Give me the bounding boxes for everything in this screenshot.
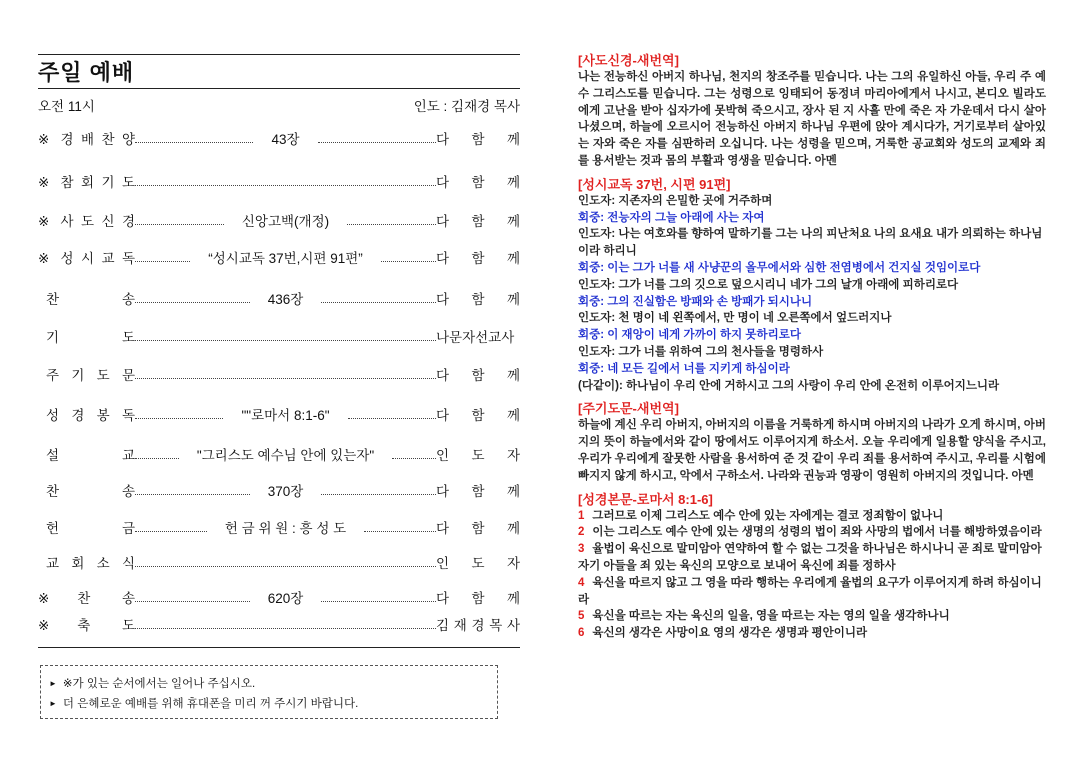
order-label: ※축 도 [38,618,135,633]
verse-number: 4 [578,576,585,589]
verse-text: 그러므로 이제 그리스도 예수 안에 있는 자에게는 결코 정죄함이 없나니 [592,509,944,522]
order-performer: 다 함 께 [436,175,520,190]
notice-item: ► ※가 있는 순서에서는 일어나 주십시오. [49,678,256,690]
verse-number: 5 [578,610,585,623]
order-detail: 43장 [271,132,300,147]
verse-text: 육신을 따르지 않고 그 영을 따라 행하는 우리에게 율법의 요구가 이루어지게 하려 하심이니라 [578,576,1042,606]
order-row [38,406,520,426]
dotted-leader [364,531,436,532]
title-rule [38,88,520,89]
dotted-leader [392,458,436,459]
order-performer: 나문자선교사 [436,330,515,345]
order-performer: 다 함 께 [436,251,520,266]
order-performer: 인 도 자 [436,448,520,463]
dotted-leader [135,628,436,629]
order-row [38,290,520,310]
service-time: 오전 11시 [38,99,95,114]
leader-dots [135,249,436,269]
triangle-bullet-icon: ► [49,699,57,708]
dotted-leader [135,185,436,186]
verse-text: 육신의 생각은 사망이요 영의 생각은 생명과 평안이니라 [592,627,868,640]
order-label: 교 회 소 식 [46,556,135,571]
order-performer: 다 함 께 [436,408,520,423]
verse-number: 2 [578,526,585,539]
creed-section [578,52,1046,170]
section-heading: [주기도문-새번역] [578,401,679,417]
scripture-section [578,491,1046,642]
congregation-line: 회중: 네 모든 길에서 너를 지키게 하심이라 [578,362,790,375]
dotted-leader [321,494,436,495]
dotted-leader [135,378,436,379]
service-leader: 인도 : 김재경 목사 [413,99,520,114]
order-detail: 436장 [267,292,304,307]
verse-text: 육신을 따르는 자는 육신의 일을, 영을 따르는 자는 영의 일을 생각하나니 [592,610,950,623]
order-row [38,366,520,386]
verse [578,524,1046,541]
dotted-leader [135,302,250,303]
dotted-leader [135,261,190,262]
order-performer: 다 함 께 [436,521,520,536]
leader-dots [135,374,436,379]
section-heading: [성경본문-로마서 8:1-6] [578,491,713,507]
dotted-leader [135,566,436,567]
congregation-line: 회중: 그의 진실함은 방패와 손 방패가 되시나니 [578,295,813,308]
dotted-leader [135,531,207,532]
order-row [38,446,520,466]
verse-number: 3 [578,543,585,556]
order-row [38,616,520,636]
leader-dots [135,519,436,539]
dotted-leader [135,418,223,419]
verse-text: 율법이 육신으로 말미암아 연약하여 할 수 없는 그것을 하나님은 하시나니 곧 죄로 말미암아 자기 아들을 죄 있는 육신의 모양으로 보내어 육신에 죄를 정하사 [578,543,1042,572]
order-detail: 신앙고백(개정) [241,214,330,229]
order-performer: 김 재 경 목 사 [436,618,520,633]
verse [578,608,1046,625]
service-info [38,97,520,117]
order-of-service [38,130,520,636]
order-row [38,249,520,269]
dotted-leader [135,458,179,459]
order-row [38,519,520,539]
leader-dots [135,562,436,567]
order-detail: 헌 금 위 원 : 흥 성 도 [224,521,347,536]
section-heading: [사도신경-새번역] [578,53,679,68]
dotted-leader [135,224,224,225]
leader-line: 인도자: 나는 여호와를 향하여 말하기를 그는 나의 피난처요 나의 요새요 내가 의뢰하는 하나님이라 하리니 [578,228,1043,258]
order-performer: 다 함 께 [436,214,520,229]
order-detail: 370장 [267,484,304,499]
triangle-bullet-icon: ► [49,679,57,688]
dotted-leader [321,302,436,303]
verse-number: 6 [578,627,585,640]
order-label: ※ 참 회 기 도 [38,175,135,190]
order-performer: 다 함 께 [436,484,520,499]
order-label: ※ 경 배 찬 양 [38,132,135,147]
order-performer: 다 함 께 [436,132,520,147]
leader-line: 인도자: 천 명이 네 왼쪽에서, 만 명이 네 오른쪽에서 엎드러지나 [578,312,892,325]
dotted-leader [348,418,436,419]
order-row [38,554,520,574]
order-detail: "그리스도 예수님 안에 있는자" [196,448,375,463]
leader-dots [135,212,436,232]
order-row [38,589,520,609]
verse-number: 1 [578,509,585,522]
dotted-leader [318,142,436,143]
leader-dots [135,181,436,186]
order-label: 기 도 [46,330,135,345]
psalm-section [578,176,1046,395]
leader-dots [135,446,436,466]
order-label: 주 기 도 문 [46,368,135,383]
order-row [38,328,520,348]
leader-line: 인도자: 지존자의 은밀한 곳에 거주하며 [578,194,773,207]
order-label: 설 교 [46,448,135,463]
order-detail: 620장 [267,591,304,606]
order-row [38,212,520,232]
leader-line: 인도자: 그가 너를 그의 깃으로 덮으시리니 네가 그의 날개 아래에 피하리로다 [578,278,959,291]
dotted-leader [381,261,436,262]
leader-line: 인도자: 그가 너를 위하여 그의 천사들을 명령하사 [578,345,824,358]
order-performer: 다 함 께 [436,591,520,606]
bottom-rule [38,647,520,648]
readings-column [578,52,1046,648]
congregation-line: 회중: 이는 그가 너를 새 사냥꾼의 올무에서와 심한 전염병에서 건지실 것임이로다 [578,261,981,274]
verse [578,508,1046,525]
creed-text: 나는 전능하신 아버지 하나님, 천지의 창조주를 믿습니다. 나는 그의 유일하신 아들, 우리 주 예수 그리스도를 믿습니다. 그는 성령으로 잉태되어 동정녀 마리아에게서 나시고, 본디오 빌라도에게 고난을 받아 십자가에 못박혀 죽으시고, 장사 된 지 사흘 만에 죽은 자 가운데서 다시 살아나셨으며, 하늘에 오르시어 전능하신 아버지 하나님 우편에 앉아 계시다가, 거기로부터 살아있는 자와 죽은 자를 심판하러 오십니다. 나는 성령을 믿으며, 거룩한 공교회와 성도의 교제와 죄를 용서받는 것과 몸의 부활과 영생을 믿습니다. 아멘 [578,71,1046,167]
verse [578,541,1046,575]
order-label: 찬 송 [46,484,135,499]
verse [578,625,1046,642]
order-label: 헌 금 [46,521,135,536]
dotted-leader [347,224,436,225]
notice-box [40,665,498,719]
dotted-leader [321,601,436,602]
congregation-line: 회중: 전능자의 그늘 아래에 사는 자여 [578,211,765,224]
order-label: 찬 송 [46,292,135,307]
leader-dots [135,589,436,609]
page-title: 주일 예배 [38,60,135,85]
order-detail: ""로마서 8:1-6" [241,408,330,423]
dotted-leader [135,601,250,602]
congregation-line: 회중: 이 재앙이 네게 가까이 하지 못하리로다 [578,329,801,342]
order-performer: 인 도 자 [436,556,520,571]
order-detail: “성시교독 37번,시편 91편” [208,251,363,266]
leader-line: (다같이): 하나님이 우리 안에 거하시고 그의 사랑이 우리 안에 온전히 이루어지느니라 [578,379,1000,392]
notice-item: ► 더 은혜로운 예배를 위해 휴대폰을 미리 꺼 주시기 바랍니다. [49,698,359,710]
order-label: ※ 성 시 교 독 [38,251,135,266]
leader-dots [135,130,436,150]
order-label: 성 경 봉 독 [46,408,135,423]
order-row [38,173,520,193]
leader-dots [135,482,436,502]
order-performer: 다 함 께 [436,292,520,307]
worship-order-column [38,54,520,636]
order-label: ※찬 송 [38,591,135,606]
order-row [38,130,520,150]
responsive-reading [578,193,1046,395]
leader-dots [135,624,436,629]
dotted-leader [135,340,436,341]
order-row [38,482,520,502]
section-heading: [성시교독 37번, 시편 91편] [578,176,731,192]
order-label: ※ 사 도 신 경 [38,214,135,229]
leader-dots [135,336,436,341]
scripture-verses [578,508,1046,642]
verse-text: 이는 그리스도 예수 안에 있는 생명의 성령의 법이 죄와 사망의 법에서 너를 해방하였음이라 [592,526,1042,539]
dotted-leader [135,494,250,495]
prayer-section [578,400,1046,484]
dotted-leader [135,142,253,143]
prayer-text: 하늘에 계신 우리 아버지, 아버지의 이름을 거룩하게 하시며 아버지의 나라가 오게 하시며, 아버지의 뜻이 하늘에서와 같이 땅에서도 이루어지게 하소서. 오늘 우리에게 일용할 양식을 주시고, 우리가 우리에게 잘못한 사람을 용서하여 준 것 같이 우리 죄를 용서하여 주시고, 우리를 시험에 빠지지 않게 하시고, 악에서 구하소서. 나라와 권능과 영광이 영원히 아버지의 것입니다. 아멘 [578,419,1046,482]
order-performer: 다 함 께 [436,368,520,383]
leader-dots [135,290,436,310]
verse [578,575,1046,609]
leader-dots [135,406,436,426]
